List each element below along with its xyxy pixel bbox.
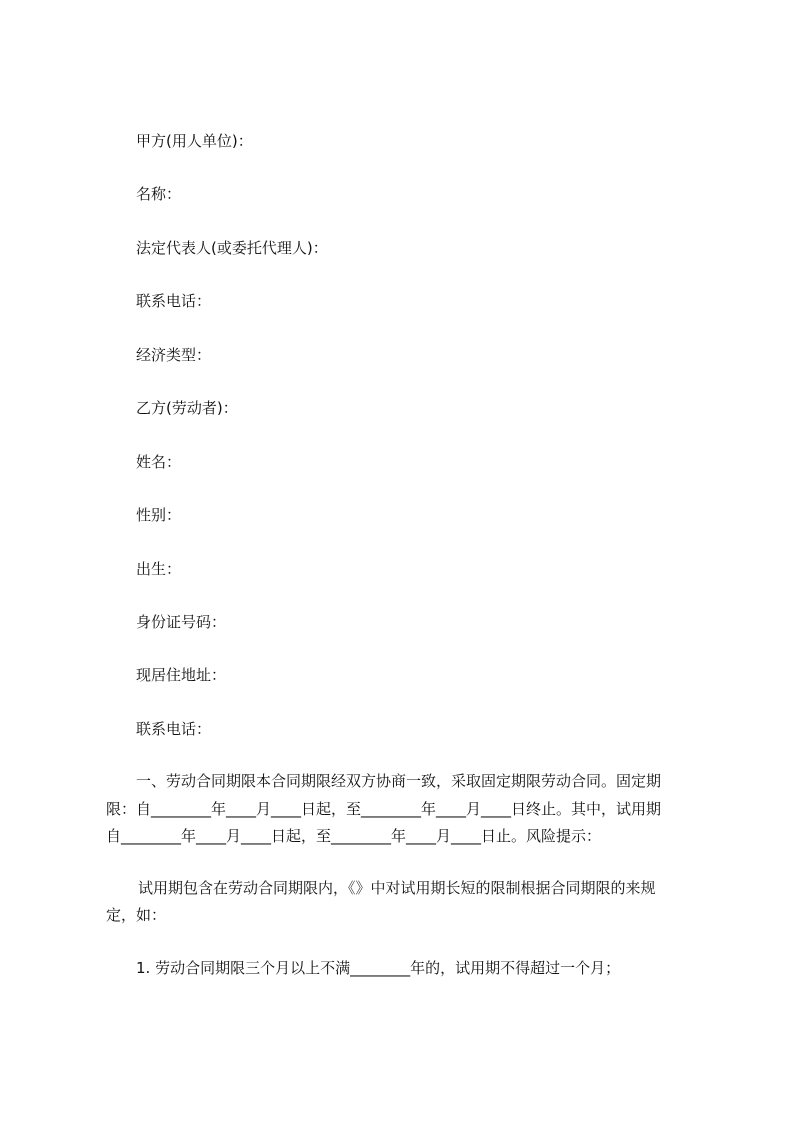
risk-note-line-2: 定，如：	[106, 906, 167, 924]
party-b-phone-label: 联系电话：	[136, 720, 212, 738]
party-b-name-label: 姓名：	[136, 453, 182, 471]
party-b-address-label: 现居住地址：	[136, 666, 227, 684]
party-b-gender-label: 性别：	[136, 506, 182, 524]
rule-1-line: 1. 劳动合同期限三个月以上不满________年的，试用期不得超过一个月；	[136, 959, 621, 977]
party-a-heading: 甲方(用人单位)：	[136, 132, 253, 150]
party-a-phone-label: 联系电话：	[136, 292, 212, 310]
party-b-heading: 乙方(劳动者)：	[136, 399, 238, 417]
party-b-id-number-label: 身份证号码：	[136, 613, 227, 631]
risk-note-line-1: 试用期包含在劳动合同期限内，《》中对试用期长短的限制根据合同期限的来规	[138, 879, 656, 897]
party-a-name-label: 名称：	[136, 185, 182, 203]
party-a-legal-rep-label: 法定代表人(或委托代理人)：	[136, 239, 328, 257]
section-one-line-2: 限：自________年____月____日起，至________年____月____日终止。其中，试用期	[106, 800, 662, 818]
section-one-line-3: 自________年____月____日起，至________年____月____日止。风险提示：	[106, 827, 602, 845]
section-one-line-1: 一、劳动合同期限本合同期限经双方协商一致，采取固定期限劳动合同。固定期	[136, 772, 662, 790]
party-a-economic-type-label: 经济类型：	[136, 346, 212, 364]
party-b-birth-label: 出生：	[136, 560, 182, 578]
